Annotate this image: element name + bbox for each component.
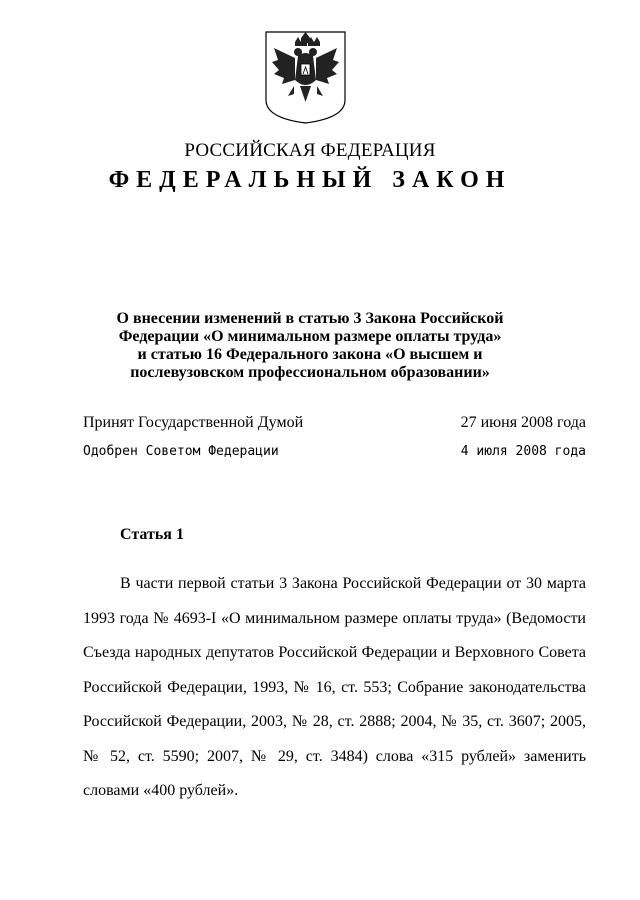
council-approval-row xyxy=(83,444,586,459)
council-date: 4 июля 2008 года xyxy=(460,444,586,459)
law-type-word-federal: ФЕДЕРАЛЬНЫЙ xyxy=(108,167,379,193)
law-title-line: послевузовском профессиональном образовании» xyxy=(130,364,490,381)
law-type-heading xyxy=(0,167,620,194)
law-title xyxy=(60,310,560,382)
law-title-line: О внесении изменений в статью 3 Закона Российской xyxy=(116,310,504,327)
duma-adoption-row xyxy=(83,414,586,432)
law-title-line: и статью 16 Федерального закона «О высшем и xyxy=(137,346,483,363)
duma-date: 27 июня 2008 года xyxy=(460,414,586,431)
law-title-line: Федерации «О минимальном размере оплаты труда» xyxy=(118,328,502,345)
law-type-word-law: ЗАКОН xyxy=(392,167,512,193)
duma-label: Принят Государственной Думой xyxy=(83,414,304,431)
article-1-heading: Статья 1 xyxy=(120,526,184,543)
article-1-text: В части первой статьи 3 Закона Российской Федерации от 30 марта 1993 года № 4693-I «О минимальном размере оплаты труда» (Ведомости Съезда народных депутатов Российской Федерации и Верховного Совета Российской Федерации, 1993, № 16, ст. 553; Собрание законодательства Российской Федерации, 2003, № 28, ст. 2888; 2004, № 35, ст. 3607; 2005, № 52, ст. 5590; 2007, № 29, ст. 3484) слова «315 рублей» заменить словами «400 рублей». xyxy=(83,575,586,799)
country-heading: РОССИЙСКАЯ ФЕДЕРАЦИЯ xyxy=(184,140,436,161)
council-label: Одобрен Советом Федерации xyxy=(83,444,279,459)
coat-of-arms-icon xyxy=(264,30,347,125)
